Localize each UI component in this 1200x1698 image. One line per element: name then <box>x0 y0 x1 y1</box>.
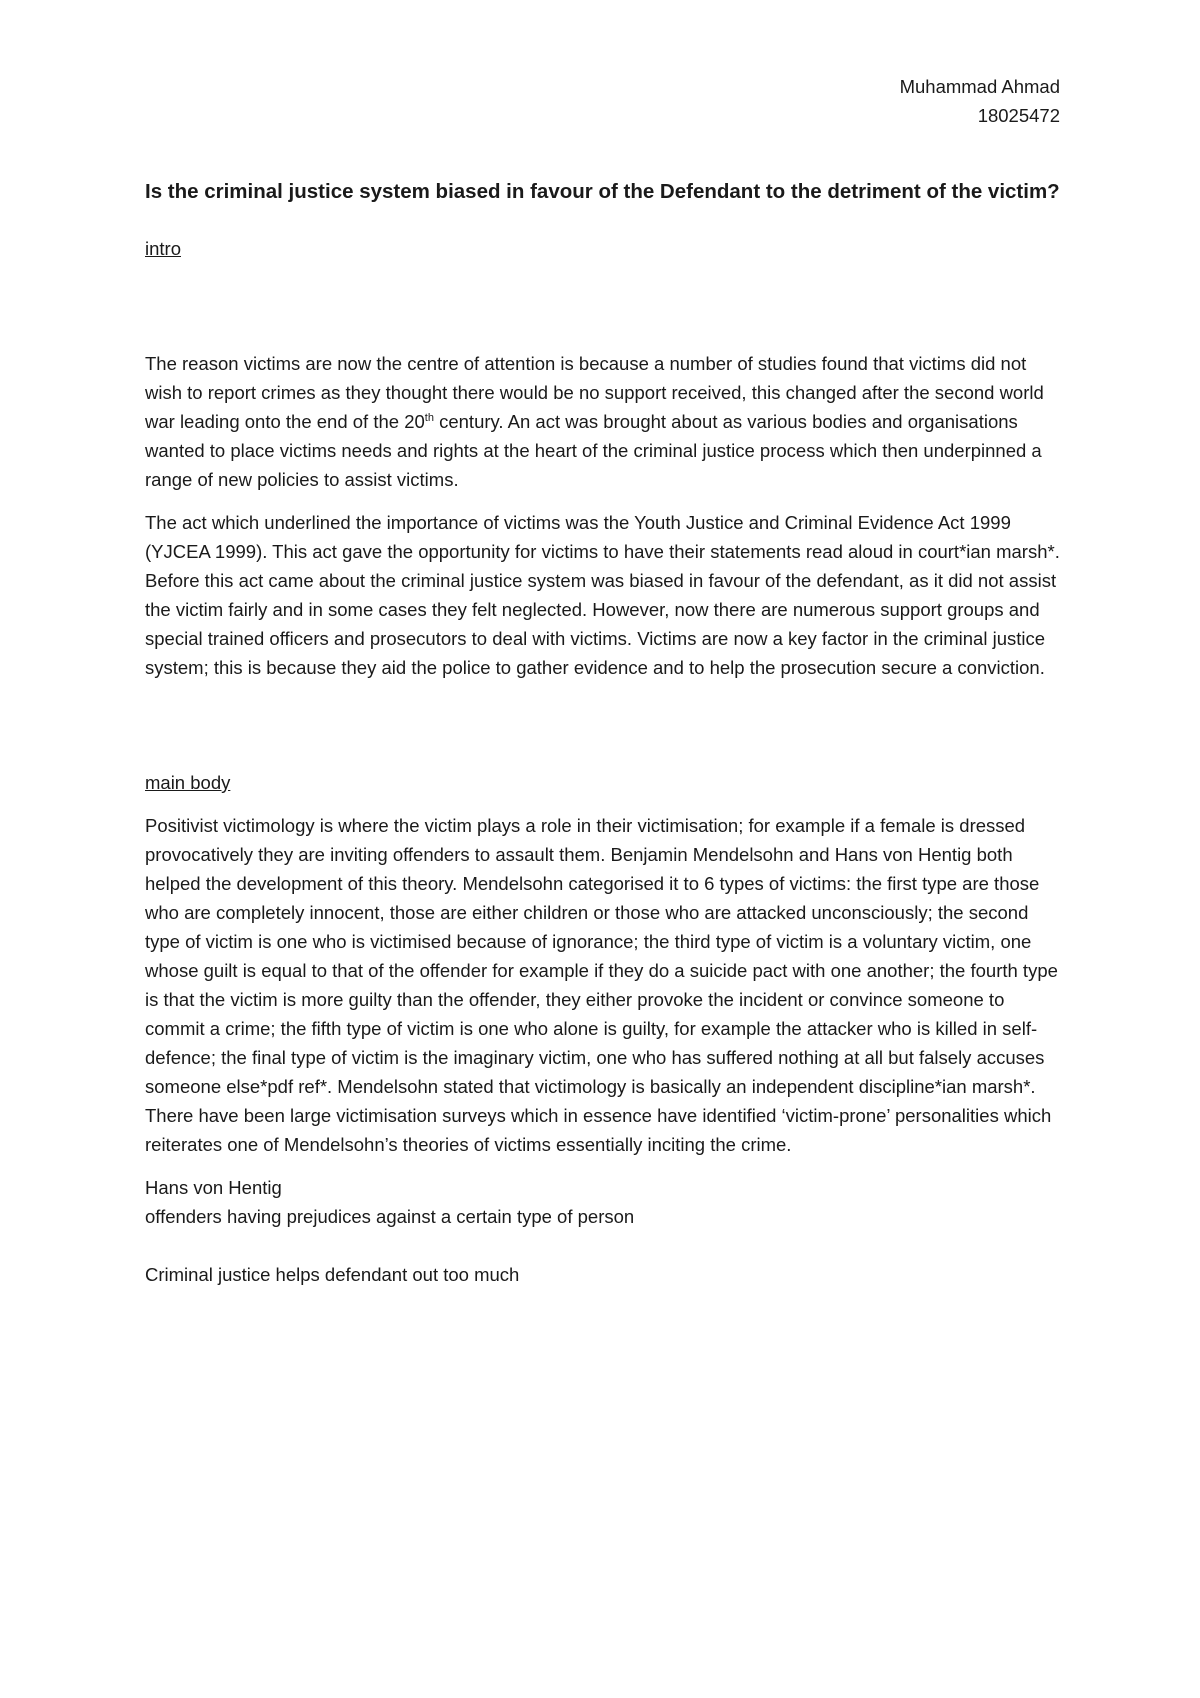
document-content <box>145 72 1060 1289</box>
main-body-heading: main body <box>145 772 231 793</box>
closing-note: Criminal justice helps defendant out too much <box>145 1264 520 1285</box>
student-id: 18025472 <box>977 105 1060 126</box>
hentig-note: offenders having prejudices against a certain type of person <box>145 1206 635 1227</box>
intro-heading: intro <box>145 238 181 259</box>
main-body-paragraph-1: Positivist victimology is where the victim plays a role in their victimisation; for example if a female is dressed provocatively they are inviting offenders to assault them. Benjamin Mendelsohn and Hans von Hentig both helped the development of this theory. Mendelsohn categorised it to 6 types of victims: the first type are those who are completely innocent, those are either children or those who are attacked unconsciously; the second type of victim is one who is victimised because of ignorance; the third type of victim is a voluntary victim, one whose guilt is equal to that of the offender for example if they do a suicide pact with one another; the fourth type is that the victim is more guilty than the offender, they either provoke the incident or convince someone to commit a crime; the fifth type of victim is one who alone is guilty, for example the attacker who is killed in self-defence; the final type of victim is the imaginary victim, one who has suffered nothing at all but falsely accuses someone else*pdf ref*. Mendelsohn stated that victimology is basically an independent discipline*ian marsh*. There have been large victimisation surveys which in essence have identified ‘victim-prone’ personalities which reiterates one of Mendelsohn’s theories of victims essentially inciting the crime. <box>145 815 1058 1155</box>
intro-p1-superscript: th <box>424 412 434 424</box>
author-block <box>145 72 1060 130</box>
intro-paragraph-1 <box>145 349 1060 494</box>
intro-p1-text-a: The reason victims are now the centre of attention is because a number of studies found that victims did not wish to report crimes as they thought there would be no support received, this changed after the second world war leading onto the end of the 20 <box>145 353 1044 432</box>
document-title: Is the criminal justice system biased in favour of the Defendant to the detriment of the victim? <box>145 180 1060 203</box>
author-name: Muhammad Ahmad <box>899 76 1060 97</box>
intro-paragraph-2: The act which underlined the importance of victims was the Youth Justice and Criminal Evidence Act 1999 (YJCEA 1999). This act gave the opportunity for victims to have their statements read aloud in court*ian marsh*. Before this act came about the criminal justice system was biased in favour of the defendant, as it did not assist the victim fairly and in some cases they felt neglected. However, now there are numerous support groups and special trained officers and prosecutors to deal with victims. Victims are now a key factor in the criminal justice system; this is because they aid the police to gather evidence and to help the prosecution secure a conviction. <box>145 512 1060 678</box>
hentig-notes <box>145 1173 1060 1231</box>
intro-p1-text-b: century. An act was brought about as various bodies and organisations wanted to place victims needs and rights at the heart of the criminal justice process which then underpinned a range of new policies to assist victims. <box>145 411 1042 490</box>
hentig-name: Hans von Hentig <box>145 1177 282 1198</box>
